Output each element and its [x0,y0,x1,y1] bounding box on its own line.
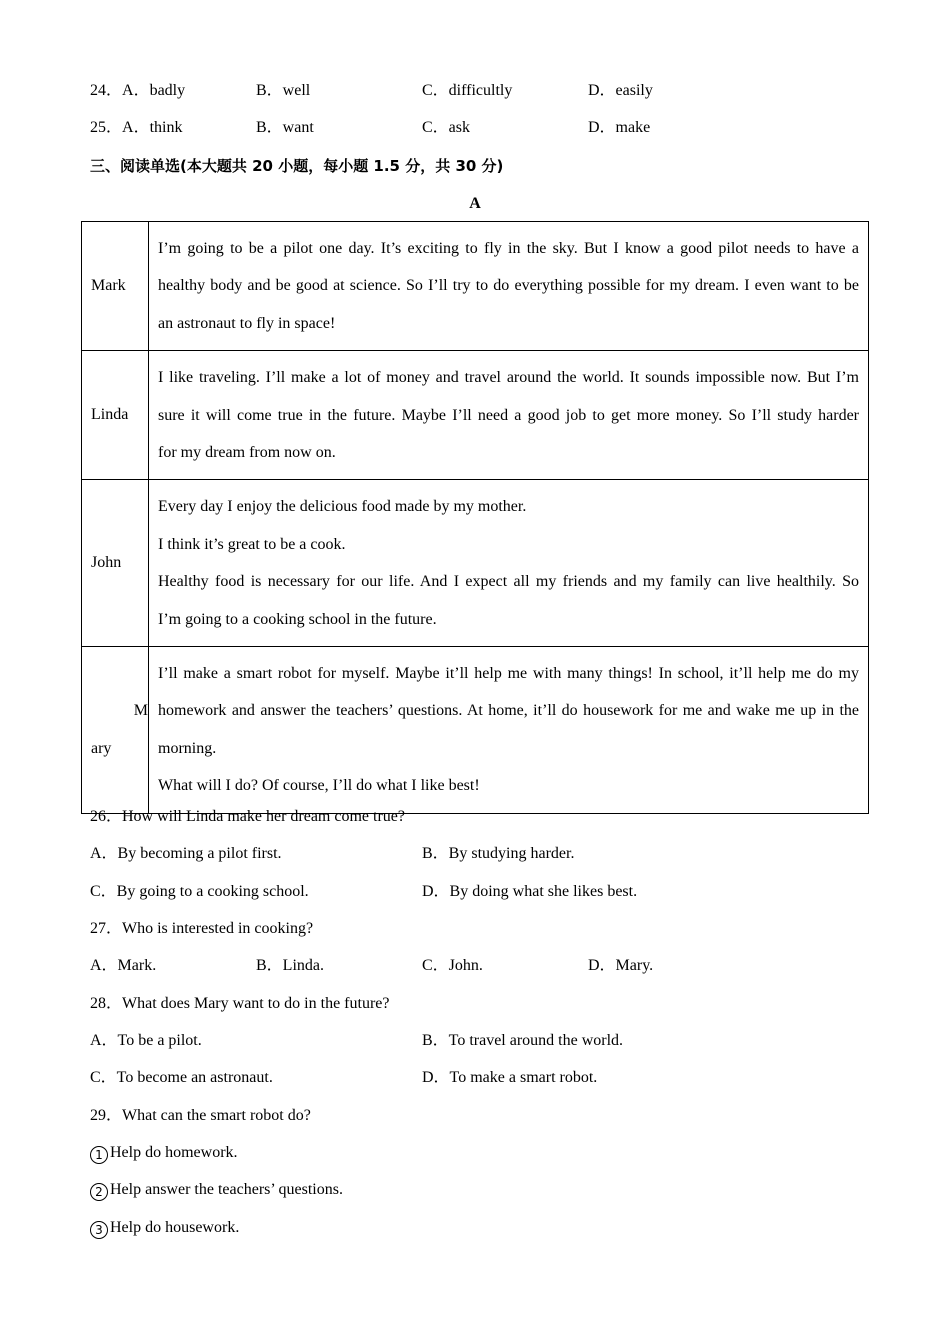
option-24-b: B．well [256,82,311,99]
text-line: an astronaut to fly in space! [158,314,336,332]
option-25-d: D．make [588,119,651,136]
text-line: I think it’s great to be a cook. [158,535,346,553]
option-26-d: D．By doing what she likes best. [422,883,638,900]
option-26-c: C．By going to a cooking school. [90,883,309,900]
list-item-text: Help answer the teachers’ questions. [110,1181,343,1198]
row-name-part: M [133,702,148,720]
question-26-stem: 26．How will Linda make her dream come true? [90,808,406,825]
option-27-c: C．John. [422,957,483,974]
list-item-text: Help do homework. [110,1144,238,1161]
question-28-stem: 28．What does Mary want to do in the future? [90,995,390,1012]
table-row [82,480,869,647]
text-line: sure it will come true in the future. Maybe I’ll need a good job to get more money. So I’ll study harder [158,406,859,424]
text-line: I’ll make a smart robot for myself. Maybe it’ll help me with many things! In school, it’ll help me do my [158,665,859,683]
option-25-c: C．ask [422,119,471,136]
row-name: John [82,480,149,647]
table-row [82,351,869,480]
option-28-a: A．To be a pilot. [90,1032,202,1049]
row-name-part: ary [91,739,112,757]
list-item-text: Help do housework. [110,1219,240,1236]
list-item [90,1180,343,1200]
text-line: What will I do? Of course, I’ll do what I like best! [158,777,480,795]
row-name [82,647,149,814]
passage-label: A [469,195,481,212]
circled-number-2: 2 [90,1183,108,1201]
option-24-d: D．easily [588,82,653,99]
reading-table [81,221,869,814]
text-line: I like traveling. I’ll make a lot of money and travel around the world. It sounds impossible now. But I’m [158,369,859,387]
option-25-a: 25．A．think [90,119,183,136]
option-28-b: B．To travel around the world. [422,1032,624,1049]
table-row [82,647,869,814]
text-line: I’m going to be a pilot one day. It’s exciting to fly in the sky. But I know a good pilot needs to have a [158,240,859,257]
text-line: healthy body and be good at science. So I’ll try to do everything possible for my dream. I even want to be [158,277,859,295]
question-27-stem: 27．Who is interested in cooking? [90,920,314,937]
list-item [90,1218,239,1238]
option-27-b: B．Linda. [256,957,324,974]
row-name: Mark [82,222,149,351]
list-item [90,1143,238,1163]
text-line: for my dream from now on. [158,444,336,462]
option-28-d: D．To make a smart robot. [422,1069,598,1086]
option-24-c: C．difficultly [422,82,513,99]
text-line: Every day I enjoy the delicious food made by my mother. [158,498,527,516]
row-name: Linda [82,351,149,480]
option-24-a: 24．A．badly [90,82,186,99]
text-line: I’m going to a cooking school in the future. [158,610,437,628]
text-line: morning. [158,739,217,757]
section-heading: 三、阅读单选(本大题共 20 小题，每小题 1.5 分，共 30 分) [90,157,504,175]
question-29-stem: 29．What can the smart robot do? [90,1107,311,1124]
row-text [149,647,869,814]
option-27-d: D．Mary. [588,957,654,974]
row-text [149,480,869,647]
option-26-b: B．By studying harder. [422,845,575,862]
circled-number-3: 3 [90,1221,108,1239]
circled-number-1: 1 [90,1146,108,1164]
option-25-b: B．want [256,119,314,136]
row-text [149,351,869,480]
option-27-a: A．Mark. [90,957,157,974]
option-26-a: A．By becoming a pilot first. [90,845,282,862]
table-row [82,222,869,351]
option-28-c: C．To become an astronaut. [90,1069,273,1086]
text-line: Healthy food is necessary for our life. And I expect all my friends and my family can live healthily. So [158,573,859,591]
row-text [149,222,869,351]
text-line: homework and answer the teachers’ questions. At home, it’ll do housework for me and wake me up in the [158,702,859,720]
